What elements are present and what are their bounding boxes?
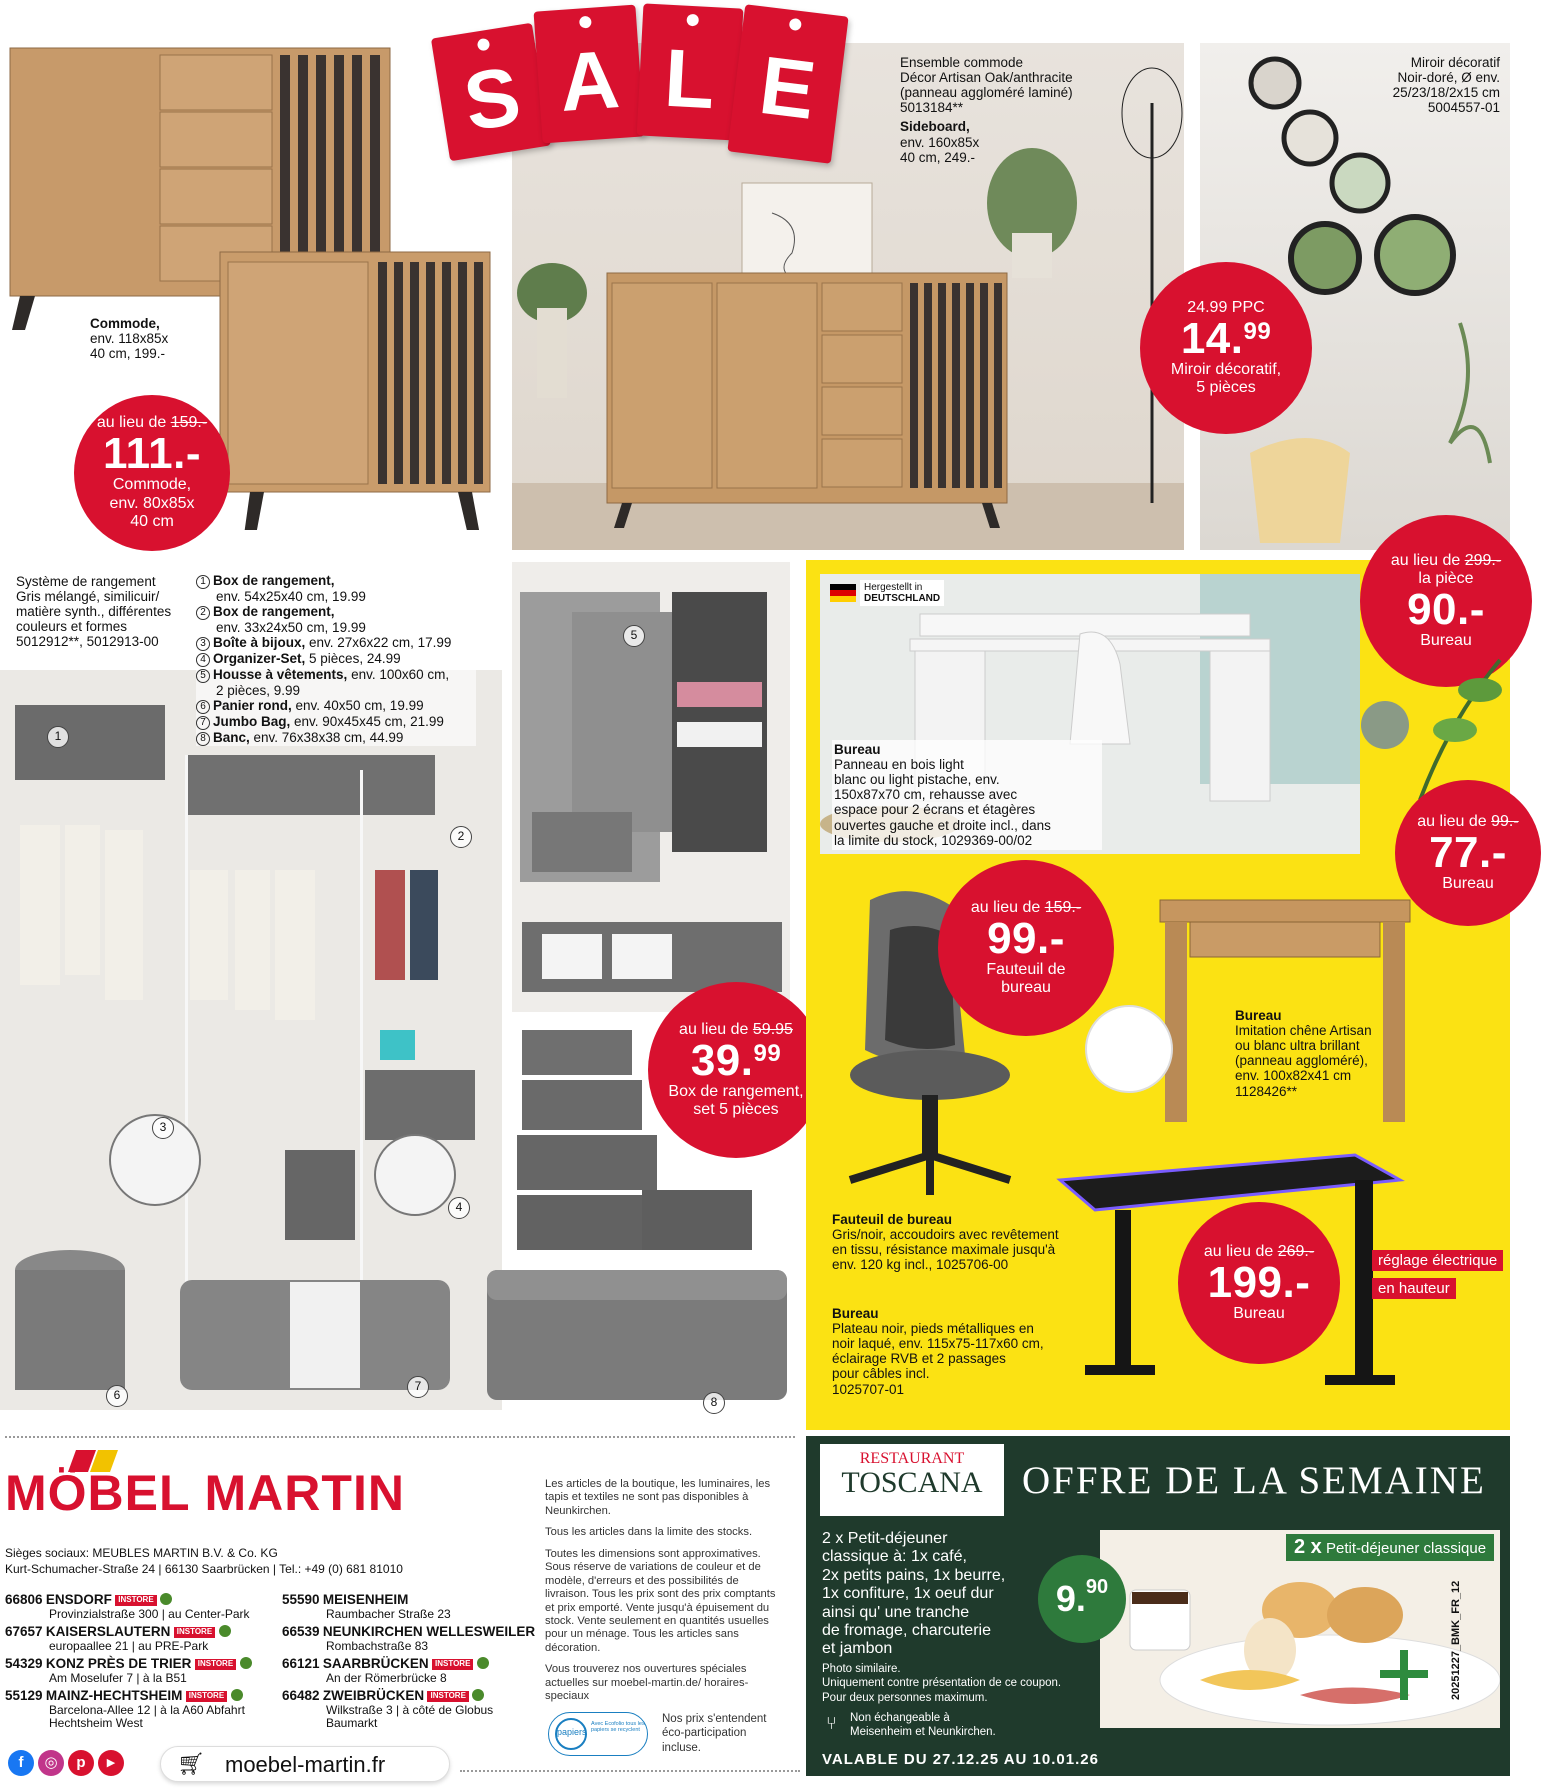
sale-tag-a: A	[534, 5, 645, 144]
cutlery-icon: ⑂	[826, 1713, 837, 1733]
commode-was-prefix: au lieu de	[96, 414, 167, 432]
store-left-4	[5, 1689, 245, 1730]
store-left-3	[5, 1657, 252, 1685]
bench-photo	[482, 1260, 802, 1410]
gaming-desk-price-circle	[1178, 1202, 1340, 1364]
instore-badge: INSTORE	[195, 1659, 236, 1670]
restaurant-note3: Pour deux personnes maximum.	[822, 1691, 988, 1704]
oak-desk-title: Bureau	[1235, 1008, 1282, 1023]
white-desk-line5: ouvertes gauche et droite incl., dans	[834, 817, 1051, 833]
gaming-desk-line1: Plateau noir, pieds métalliques en	[832, 1321, 1034, 1337]
store-addr: Barcelona-Allee 12 | à la A60 Abfahrt	[49, 1702, 245, 1717]
store-dot-icon	[219, 1625, 231, 1637]
youtube-icon[interactable]: ▶	[98, 1750, 124, 1776]
instore-badge: INSTORE	[427, 1691, 468, 1702]
side-code: 20251227_BMK_FR_12	[1450, 1580, 1462, 1700]
store-addr2: Baumarkt	[326, 1716, 378, 1731]
restaurant-logo	[820, 1444, 1004, 1516]
mirror-line2: Noir-doré, Ø env.	[1397, 70, 1500, 86]
store-city: ENSDORF	[45, 1592, 112, 1607]
store-city: MEISENHEIM	[322, 1592, 409, 1607]
eco-logo-small: Avec Ecofolio tous les papiers se recyclent	[591, 1721, 645, 1734]
commode-price-circle	[74, 395, 230, 551]
store-addr: Wilkstraße 3 | à côté de Globus	[326, 1702, 494, 1717]
chair-line2: en tissu, résistance maximale jusqu'à	[832, 1242, 1056, 1258]
store-city: KONZ PRÈS DE TRIER	[45, 1656, 192, 1671]
dotted-divider	[5, 1436, 795, 1438]
storage-item-4-num: 4	[196, 653, 210, 667]
white-desk-thumb	[1085, 1005, 1173, 1093]
height-adjust-badge-2: en hauteur	[1372, 1278, 1456, 1299]
marker-4: 4	[448, 1197, 470, 1219]
storage-intro-5: 5012912**, 5012913-00	[16, 634, 159, 650]
sideboard-desc1: env. 160x85x	[900, 134, 980, 150]
storage-item-7	[196, 714, 476, 730]
wardrobe-illustration	[0, 670, 502, 1410]
height-adjust-badge-1: réglage électrique	[1372, 1250, 1503, 1271]
oak-desk-line4: env. 100x82x41 cm	[1235, 1068, 1352, 1084]
white-desk-was	[1391, 552, 1501, 570]
storage-item-7-num: 7	[196, 716, 210, 730]
instore-badge: INSTORE	[432, 1659, 473, 1670]
store-city: SAARBRÜCKEN	[322, 1656, 429, 1671]
storage-item-7-rest: env. 90x45x45 cm, 21.99	[290, 714, 444, 730]
company-line2: Kurt-Schumacher-Straße 24 | 66130 Saarbrücken | Tel.: +49 (0) 681 81010	[5, 1562, 403, 1577]
storage-item-3-rest: env. 27x6x22 cm, 17.99	[305, 635, 452, 651]
white-desk-line4: espace pour 2 écrans et étagères	[834, 802, 1036, 818]
commode-was-price: 159.-	[170, 414, 208, 432]
storage-item-2-name: Box de rangement,	[213, 604, 335, 620]
store-zip: 66806	[5, 1592, 43, 1607]
storage-item-6	[196, 698, 476, 714]
store-addr: Am Moselufer 7 | à la B51	[49, 1670, 187, 1685]
gaming-desk-line4: pour câbles incl.	[832, 1366, 930, 1382]
restaurant-nonexch1: Non échangeable à	[850, 1712, 950, 1724]
company-line1: Sièges sociaux: MEUBLES MARTIN B.V. & Co. KG	[5, 1546, 278, 1560]
organizer-photo	[512, 562, 790, 1012]
restaurant-offer-line6: de fromage, charcuterie	[822, 1621, 991, 1639]
storage-price	[690, 1035, 782, 1085]
store-right-3	[282, 1657, 489, 1685]
mirror-line4: 5004557-01	[1427, 100, 1500, 116]
store-addr: Provinzialstraße 300 | au Center-Park	[49, 1606, 250, 1621]
commode-cap1: Commode,	[112, 476, 192, 494]
gaming-desk-was-price: 269.-	[1277, 1242, 1315, 1260]
store-left-2	[5, 1625, 231, 1653]
oak-desk-line5: 1128426**	[1235, 1083, 1298, 1099]
storage-item-list	[196, 573, 476, 746]
store-zip: 55590	[282, 1592, 320, 1607]
store-zip: 66482	[282, 1688, 320, 1703]
cart-icon: 🛒︎	[177, 1751, 205, 1776]
restaurant-offer-line1: 2 x Petit-déjeuner	[822, 1530, 948, 1547]
legal-para-3: Toutes les dimensions sont approximatives. Sous réserve de variations de couleur et de modèle, d'erreurs et des possibilités de livraison. Tous les prix sont des prix comptants et prix emporté. Vente jusqu'à épuisement du stock. Vente seulement en quantités usuelles pour un ménage. Tous les articles sans décoration.	[545, 1547, 776, 1654]
company-info	[5, 1545, 403, 1577]
white-desk-unit: la pièce	[1418, 569, 1474, 587]
sideboard-line3: (panneau aggloméré laminé)	[900, 85, 1073, 101]
store-addr: Raumbacher Straße 23	[326, 1606, 451, 1621]
legal-para-4: Vous trouverez nos ouvertures spéciales actuelles sur moebel-martin.de/ horaires-speciaux	[545, 1663, 749, 1703]
restaurant-notes	[822, 1662, 1122, 1705]
restaurant-nonexchange	[850, 1712, 996, 1740]
sale-tag-s: S	[431, 23, 551, 161]
marker-1: 1	[47, 726, 69, 748]
commode-cap3: 40 cm	[130, 513, 174, 531]
commode-cap2: env. 80x85x	[109, 494, 195, 512]
oak-desk-was-price: 99.-	[1491, 812, 1519, 830]
chair-price: 99.-	[987, 913, 1065, 963]
commode-label	[90, 316, 230, 361]
storage-intro-1: Système de rangement	[16, 574, 156, 589]
mirror-price-int: 14.	[1180, 313, 1244, 363]
store-city: MAINZ-HECHTSHEIM	[45, 1688, 183, 1703]
made-in-country: DEUTSCHLAND	[864, 593, 941, 604]
storage-item-8	[196, 730, 476, 746]
commode-label-desc: env. 118x85x 40 cm, 199.-	[90, 331, 169, 362]
store-zip: 55129	[5, 1688, 43, 1703]
store-left-1	[5, 1593, 250, 1621]
gaming-desk-line3: éclairage RVB et 2 passages	[832, 1351, 1006, 1367]
legal-para-2: Tous les articles dans la limite des stocks.	[545, 1526, 753, 1539]
chair-was-price: 159.-	[1044, 898, 1082, 916]
sideboard-line2: Décor Artisan Oak/anthracite	[900, 70, 1073, 86]
mirror-cap1: Miroir décoratif,	[1170, 360, 1282, 378]
store-zip: 54329	[5, 1656, 43, 1671]
bench-illustration	[482, 1260, 802, 1410]
store-addr: An der Römerbrücke 8	[326, 1670, 447, 1685]
white-desk-line3: 150x87x70 cm, rehausse avec	[834, 787, 1018, 803]
commode-price: 111.-	[103, 429, 201, 479]
breakfast-badge-x: 2 x	[1294, 1536, 1322, 1558]
eco-logo-text: papiers	[557, 1727, 587, 1737]
store-right-2	[282, 1625, 535, 1653]
marker-2: 2	[450, 826, 472, 848]
storage-item-6-name: Panier rond,	[213, 698, 292, 714]
storage-item-1-name: Box de rangement,	[213, 573, 335, 588]
store-addr: Rombachstraße 83	[326, 1638, 429, 1653]
chair-title: Fauteuil de bureau	[832, 1212, 953, 1227]
store-dot-icon	[160, 1593, 172, 1605]
mirror-line3: 25/23/18/2x15 cm	[1392, 85, 1500, 101]
storage-item-6-rest: env. 40x50 cm, 19.99	[291, 698, 424, 714]
storage-cap1: Box de rangement,	[668, 1082, 804, 1100]
storage-intro	[16, 574, 206, 650]
instore-badge: INSTORE	[186, 1691, 227, 1702]
storage-intro-4: couleurs et formes	[16, 619, 128, 635]
storage-item-6-num: 6	[196, 700, 210, 714]
oak-desk-cap: Bureau	[1442, 874, 1494, 892]
restaurant-offer-line7: et jambon	[822, 1640, 893, 1658]
sideboard-label: Sideboard,	[900, 119, 970, 135]
storage-item-4-name: Organizer-Set,	[213, 651, 306, 667]
storage-item-3	[196, 635, 476, 651]
instore-badge: INSTORE	[115, 1595, 156, 1606]
restaurant-nonexch2: Meisenheim et Neunkirchen.	[850, 1725, 996, 1738]
storage-item-2-line2: env. 33x24x50 cm, 19.99	[216, 620, 366, 636]
restaurant-name2: TOSCANA	[841, 1466, 983, 1499]
marker-7: 7	[407, 1376, 429, 1398]
chair-was-prefix: au lieu de	[970, 898, 1041, 916]
gaming-desk-cap: Bureau	[1233, 1304, 1285, 1322]
chair-price-circle	[938, 860, 1114, 1036]
storage-item-3-name: Boîte à bijoux,	[213, 635, 306, 651]
storage-item-5-line2: 2 pièces, 9.99	[216, 683, 301, 699]
breakfast-photo-badge	[1286, 1534, 1494, 1561]
storage-intro-2: Gris mélangé, similicuir/	[16, 589, 160, 605]
storage-item-5	[196, 667, 476, 683]
restaurant-note2: Uniquement contre présentation de ce coupon.	[822, 1677, 1062, 1690]
sale-tag-l: L	[637, 3, 744, 140]
sideboard-line4: 5013184**	[900, 100, 964, 116]
storage-item-8-name: Banc,	[213, 730, 250, 746]
store-zip: 66121	[282, 1656, 320, 1671]
store-right-4	[282, 1689, 493, 1730]
storage-item-8-rest: env. 76x38x38 cm, 44.99	[249, 730, 404, 746]
storage-item-1-num: 1	[196, 575, 210, 589]
gaming-desk-line5: 1025707-01	[832, 1381, 905, 1397]
gaming-desk-line2: noir laqué, env. 115x75-117x60 cm,	[832, 1336, 1044, 1352]
chair-line3: env. 120 kg incl., 1025706-00	[832, 1257, 1009, 1273]
storage-price-dec: 99	[753, 1039, 782, 1067]
white-desk-line2: blanc ou light pistache, env.	[834, 772, 1000, 788]
facebook-icon[interactable]: f	[8, 1750, 34, 1776]
storage-item-5-num: 5	[196, 669, 210, 683]
storage-item-1-line2: env. 54x25x40 cm, 19.99	[216, 589, 366, 604]
restaurant-validity: VALABLE DU 27.12.25 AU 10.01.26	[822, 1751, 1099, 1768]
sale-tag-e: E	[727, 4, 848, 164]
shop-url-pill[interactable]	[160, 1746, 450, 1782]
restaurant-offer-line3: 2x petits pains, 1x beurre,	[822, 1566, 1006, 1584]
restaurant-price-circle	[1038, 1555, 1126, 1643]
store-city: KAISERSLAUTERN	[45, 1624, 171, 1639]
store-dot-icon	[472, 1689, 484, 1701]
restaurant-headline: OFFRE DE LA SEMAINE	[1022, 1459, 1486, 1502]
restaurant-offer-line4: 1x confiture, 1x oeuf dur	[822, 1585, 994, 1603]
marker-3: 3	[152, 1117, 174, 1139]
storage-price-circle	[648, 982, 824, 1158]
white-desk-line1: Panneau en bois light	[834, 757, 964, 773]
white-desk-was-prefix: au lieu de	[1390, 551, 1461, 569]
oak-desk-price: 77.-	[1429, 827, 1507, 877]
oak-desk-line2: ou blanc ultra brillant	[1235, 1038, 1360, 1054]
marker-8: 8	[703, 1392, 725, 1414]
eco-text: Nos prix s'entendent éco-participation incluse.	[662, 1713, 767, 1754]
made-in-badge	[860, 580, 944, 606]
store-dot-icon	[231, 1689, 243, 1701]
restaurant-offer-line5: ainsi qu' une tranche	[822, 1603, 970, 1621]
mirror-price	[1180, 313, 1272, 363]
chair-cap2: bureau	[1001, 979, 1051, 996]
legal-para-1: Les articles de la boutique, les luminaires, les tapis et textiles ne sont pas disponibles à Neunkirchen.	[545, 1478, 771, 1517]
chair-cap1: Fauteuil de	[986, 960, 1066, 978]
shop-url: moebel-martin.fr	[225, 1752, 386, 1777]
white-desk-price: 90.-	[1407, 585, 1485, 634]
store-right-1	[282, 1593, 451, 1621]
storage-item-4-rest: 5 pièces, 24.99	[305, 651, 401, 667]
storage-item-2-num: 2	[196, 606, 210, 620]
wardrobe-photo	[0, 670, 502, 1410]
oak-desk-line1: Imitation chêne Artisan	[1235, 1023, 1372, 1039]
chair-line1: Gris/noir, accoudoirs avec revêtement	[832, 1227, 1059, 1243]
storage-was-price: 59.95	[752, 1020, 793, 1038]
mirror-line1: Miroir décoratif	[1410, 55, 1500, 70]
storage-item-1	[196, 573, 476, 589]
oak-desk-was-prefix: au lieu de	[1417, 812, 1487, 830]
restaurant-offer-text	[822, 1530, 1032, 1659]
white-desk-text	[832, 740, 1102, 850]
white-desk-was-price: 299.-	[1464, 551, 1502, 569]
brand-logo: MÖBEL MARTIN	[5, 1465, 405, 1521]
gaming-desk-was-prefix: au lieu de	[1203, 1242, 1274, 1260]
eco-logo	[548, 1712, 648, 1756]
marker-5: 5	[623, 625, 645, 647]
chair-text	[832, 1212, 1112, 1272]
white-desk-line6: la limite du stock, 1029369-00/02	[834, 832, 1033, 848]
storage-item-2	[196, 604, 476, 620]
oak-desk-line3: (panneau aggloméré),	[1235, 1053, 1368, 1069]
restaurant-note1: Photo similaire.	[822, 1663, 901, 1675]
storage-price-int: 39.	[690, 1035, 754, 1085]
storage-item-3-num: 3	[196, 637, 210, 651]
storage-item-7-name: Jumbo Bag,	[213, 714, 291, 730]
instore-badge: INSTORE	[174, 1627, 215, 1638]
sideboard-text	[900, 55, 1120, 165]
store-dot-icon	[240, 1657, 252, 1669]
store-city: NEUNKIRCHEN WELLESWEILER	[322, 1624, 536, 1639]
white-desk-cap: Bureau	[1420, 632, 1472, 649]
store-city: ZWEIBRÜCKEN	[322, 1688, 425, 1703]
white-desk-title: Bureau	[834, 742, 881, 757]
store-zip: 66539	[282, 1624, 320, 1639]
germany-flag	[830, 584, 856, 602]
organizer-illustration	[512, 562, 790, 1012]
sideboard-line1: Ensemble commode	[900, 55, 1024, 70]
gaming-desk-text	[832, 1306, 1102, 1397]
gaming-desk-price: 199.-	[1207, 1257, 1311, 1307]
restaurant-price-dec: 90	[1085, 1576, 1109, 1598]
mirror-price-circle	[1140, 262, 1312, 434]
storage-cap2: set 5 pièces	[693, 1101, 779, 1118]
restaurant-offer-line2: classique à: 1x café,	[822, 1548, 967, 1566]
breakfast-badge-text: Petit-déjeuner classique	[1325, 1540, 1487, 1557]
store-dot-icon	[477, 1657, 489, 1669]
storage-item-5-name: Housse à vêtements,	[213, 667, 348, 683]
mirror-ppc: 24.99 PPC	[1187, 298, 1265, 316]
instagram-icon[interactable]: ◎	[38, 1750, 64, 1776]
marker-6: 6	[106, 1385, 128, 1407]
storage-intro-3: matière synth., différentes	[16, 604, 172, 620]
mirror-cap2: 5 pièces	[1196, 379, 1256, 396]
legal-text	[545, 1478, 785, 1704]
store-addr: europaallee 21 | au PRE-Park	[49, 1638, 209, 1653]
mirror-text	[1340, 55, 1500, 115]
storage-item-5-rest: env. 100x60 cm,	[347, 667, 450, 683]
restaurant-name1: RESTAURANT	[859, 1450, 965, 1467]
storage-was-prefix: au lieu de	[679, 1020, 749, 1038]
restaurant-price-int: 9.	[1055, 1578, 1086, 1619]
store-addr2: Hechtsheim West	[49, 1716, 143, 1731]
store-zip: 67657	[5, 1624, 43, 1639]
mirror-price-dec: 99	[1243, 317, 1272, 345]
commode-label-title: Commode,	[90, 316, 160, 331]
storage-item-4	[196, 651, 476, 667]
gaming-desk-title: Bureau	[832, 1306, 879, 1321]
sideboard-desc2: 40 cm, 249.-	[900, 149, 976, 165]
dotted-divider-bottom	[460, 1770, 800, 1772]
made-in-text: Hergestellt in	[864, 582, 923, 593]
oak-desk-text	[1235, 1008, 1425, 1099]
storage-item-8-num: 8	[196, 732, 210, 746]
pinterest-icon[interactable]: p	[68, 1750, 94, 1776]
